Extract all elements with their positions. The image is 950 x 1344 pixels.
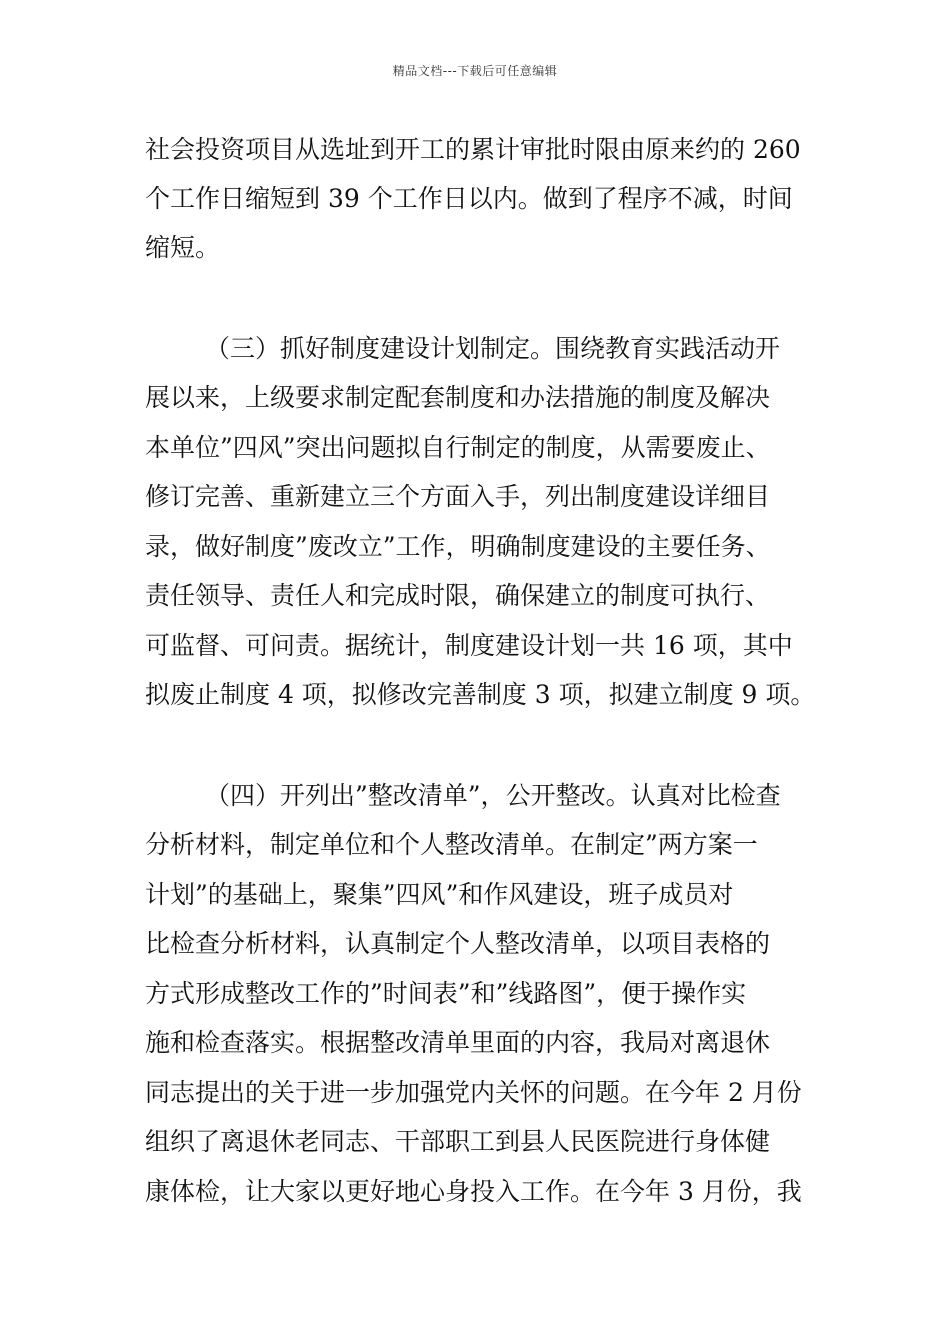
paragraph-2-line-6: 责任领导、责任人和完成时限，确保建立的制度可执行、 xyxy=(145,581,771,610)
paragraph-3-line-4: 比检查分析材料，认真制定个人整改清单，以项目表格的 xyxy=(145,929,771,958)
paragraph-2-line-2: 展以来，上级要求制定配套制度和办法措施的制度及解决 xyxy=(145,383,771,412)
paragraph-3-line-1: （四）开列出”整改清单”，公开整改。认真对比检查 xyxy=(205,781,781,810)
paragraph-2-line-1: （三）抓好制度建设计划制定。围绕教育实践活动开 xyxy=(205,334,781,363)
paragraph-3-line-6: 施和检查落实。根据整改清单里面的内容，我局对离退休 xyxy=(145,1028,771,1057)
paragraph-3-line-3: 计划”的基础上，聚集”四风”和作风建设，班子成员对 xyxy=(145,880,734,909)
paragraph-3-line-8: 组织了离退休老同志、干部职工到县人民医院进行身体健 xyxy=(145,1127,771,1156)
paragraph-1-line-3: 缩短。 xyxy=(145,233,221,262)
page-header: 精品文档---下载后可任意编辑 xyxy=(392,64,558,78)
paragraph-2-line-5: 录，做好制度”废改立”工作，明确制度建设的主要任务、 xyxy=(145,532,771,561)
paragraph-3-line-7: 同志提出的关于进一步加强党内关怀的问题。在今年 2 月份 xyxy=(145,1078,802,1107)
paragraph-2-line-4: 修订完善、重新建立三个方面入手，列出制度建设详细目 xyxy=(145,482,771,511)
paragraph-1-line-1: 社会投资项目从选址到开工的累计审批时限由原来约的 260 xyxy=(145,135,801,164)
paragraph-2-line-7: 可监督、可问责。据统计，制度建设计划一共 16 项，其中 xyxy=(145,631,793,660)
paragraph-2-line-8: 拟废止制度 4 项，拟修改完善制度 3 项，拟建立制度 9 项。 xyxy=(145,680,816,709)
paragraph-3-line-5: 方式形成整改工作的”时间表”和”线路图”，便于操作实 xyxy=(145,979,747,1008)
paragraph-3-line-9: 康体检，让大家以更好地心身投入工作。在今年 3 月份，我 xyxy=(145,1177,802,1206)
paragraph-3-line-2: 分析材料，制定单位和个人整改清单。在制定”两方案一 xyxy=(145,830,758,859)
paragraph-1-line-2: 个工作日缩短到 39 个工作日以内。做到了程序不减，时间 xyxy=(145,184,793,213)
paragraph-2-line-3: 本单位”四风”突出问题拟自行制定的制度，从需要废止、 xyxy=(145,433,771,462)
